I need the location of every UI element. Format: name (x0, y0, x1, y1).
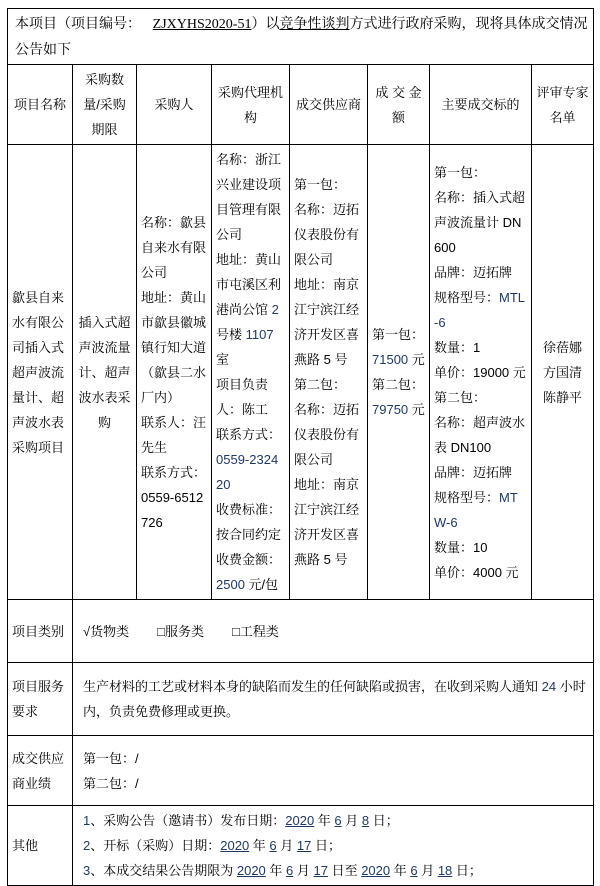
other-line1-t2: 年 (314, 813, 335, 828)
subject-pkg1-price-unit: 元 (509, 364, 526, 380)
other-line3-t4: 日至 (327, 863, 362, 878)
other-line3-t2: 年 (265, 863, 287, 878)
performance-pkg2: 第二包：/ (83, 775, 139, 791)
table-data-row (8, 145, 594, 600)
subject-pkg1-label: 第一包： (434, 164, 487, 180)
agency-fee-label: 收费金额： (216, 552, 282, 567)
agency-fee (216, 547, 285, 597)
subject-pkg1-spec (434, 285, 527, 335)
other-line-2 (83, 833, 589, 858)
category-label: 项目类别 (8, 600, 73, 663)
header-quantity: 采购数量/采购期限 (73, 65, 137, 145)
project-code: ZJXYHS2020-51 (152, 17, 252, 32)
other-line-3 (83, 858, 589, 883)
purchaser-phone-number: 0559-6512726 (141, 489, 204, 530)
subject-pkg1-price (434, 360, 527, 385)
subject-pkg1-brand: 品牌：迈拓牌 (434, 264, 513, 280)
cell-amount (368, 145, 430, 600)
supplier-pkg2-address: 地址：南京江宁滨江经济开发区喜燕路 5 号 (294, 477, 360, 567)
service-requirement-row (8, 663, 594, 736)
other-line2-no: 2 (83, 838, 91, 853)
other-line1-year: 2020 (285, 813, 315, 828)
other-line3-month2: 6 (410, 863, 418, 878)
subject-pkg2-price-unit: 元 (501, 564, 519, 580)
agency-fee-standard: 收费标准：按合同约定 (216, 502, 282, 542)
other-line-1 (83, 808, 589, 833)
subject-pkg1-model: DN600 (434, 214, 522, 255)
service-requirement-label: 项目服务要求 (8, 663, 73, 736)
header-agency: 采购代理机构 (212, 65, 290, 145)
subject-pkg2-price-value: 4000 (473, 564, 502, 580)
other-label: 其他 (8, 806, 73, 886)
agency-phone (216, 422, 285, 497)
expert-name: 方国清 (543, 364, 583, 380)
purchaser-contact: 联系人：汪先生 (141, 414, 207, 455)
agency-address (216, 247, 285, 372)
subject-pkg2-spec (434, 485, 527, 535)
other-line1-text: 、采购公告（邀请书）发布日期： (90, 813, 286, 828)
other-line3-text: 、本成交结果公告期限为 (90, 863, 237, 878)
subject-pkg1-name (434, 185, 527, 260)
subject-pkg1-price-label: 单价： (434, 364, 474, 380)
purchaser-phone (141, 460, 207, 535)
notice-suffix: 方式进行政府采购，现将具体成交情况公告如下 (15, 15, 588, 57)
other-line1-t3: 月 (341, 813, 362, 828)
cell-quantity: 插入式超声波流量计、超声波水表采购 (73, 145, 137, 600)
other-line3-t3: 月 (293, 863, 314, 878)
supplier-pkg1-label: 第一包： (294, 177, 347, 192)
subject-pkg2-qty (434, 535, 527, 560)
header-purchaser: 采购人 (137, 65, 212, 145)
subject-pkg1-price-value: 19000 (473, 364, 510, 380)
other-line2-day: 17 (296, 838, 312, 853)
checkbox-unchecked-icon: □ (232, 623, 240, 639)
agency-addr-part1: 地址：黄山市屯溪区利港尚公馆 (216, 252, 282, 317)
supplier-pkg2-name: 名称：迈拓仪表股份有限公司 (294, 402, 360, 467)
other-line3-t5: 年 (390, 863, 411, 878)
subject-pkg2-price (434, 560, 527, 585)
expert-name: 陈静平 (543, 389, 583, 405)
notice-text (8, 9, 594, 65)
performance-pkg1: 第一包：/ (83, 750, 139, 766)
other-line3-no: 3 (83, 863, 91, 878)
table-header-row (8, 65, 594, 145)
other-line2-t3: 月 (276, 838, 297, 853)
subject-pkg2-qty-value: 10 (473, 539, 488, 555)
amount-pkg1-unit: 元 (408, 352, 425, 367)
cell-purchaser (137, 145, 212, 600)
subject-pkg2-name (434, 410, 527, 460)
cell-subject (430, 145, 532, 600)
checkbox-checked-icon: √ (83, 623, 91, 639)
agency-phone-number: 0559-232420 (216, 452, 279, 492)
expert-name: 徐蓓娜 (543, 339, 583, 355)
category-goods-label: 货物类 (90, 623, 130, 639)
subject-pkg1-qty-label: 数量： (434, 339, 474, 355)
subject-pkg1-spec-value: MTL-6 (434, 289, 526, 330)
performance-content (73, 736, 594, 806)
other-line3-day1: 17 (313, 863, 328, 878)
amount-pkg2-label: 第二包： (372, 377, 425, 392)
agency-addr-part2: 号楼 (216, 327, 246, 342)
subject-pkg2-price-label: 单价： (434, 564, 474, 580)
agency-addr-number2: 1107 (245, 327, 274, 342)
agency-name: 名称：浙江兴业建设项目管理有限公司 (216, 152, 282, 242)
checkbox-unchecked-icon: □ (157, 623, 166, 639)
subject-pkg2-name-text: 名称：超声波水表 (434, 414, 526, 455)
cell-experts (532, 145, 594, 600)
header-project-name: 项目名称 (8, 65, 73, 145)
other-line2-t2: 年 (249, 838, 270, 853)
category-options (73, 600, 594, 663)
procurement-method: 竞争性谈判 (279, 15, 350, 31)
notice-prefix: 本项目（项目编号： (15, 15, 153, 31)
amount-pkg1-value: 71500 (372, 352, 409, 367)
amount-pkg1 (372, 347, 425, 372)
other-row (8, 806, 594, 886)
subject-pkg2-brand: 品牌：迈拓牌 (434, 464, 513, 480)
category-service-label: 服务类 (165, 623, 205, 639)
other-line2-text: 、开标（采购）日期： (90, 838, 221, 853)
subject-pkg2-spec-value: MTW-6 (434, 489, 518, 530)
other-line3-t7: 日； (452, 863, 482, 878)
cell-supplier (290, 145, 368, 600)
header-amount: 成 交 金额 (368, 65, 430, 145)
other-line3-year1: 2020 (236, 863, 266, 878)
notice-row (8, 9, 594, 65)
other-line1-day: 8 (361, 813, 370, 828)
amount-pkg2-unit: 元 (408, 402, 425, 417)
other-line3-year2: 2020 (361, 863, 391, 878)
header-experts: 评审专家名单 (532, 65, 594, 145)
other-line3-day2: 18 (437, 863, 453, 878)
other-line3-t6: 月 (417, 863, 438, 878)
amount-pkg2-value: 79750 (372, 402, 409, 417)
performance-label: 成交供应商业绩 (8, 736, 73, 806)
agency-addr-part3: 室 (216, 352, 230, 367)
subject-pkg2-label: 第二包： (434, 389, 487, 405)
agency-fee-unit: 元/包 (244, 577, 279, 592)
purchaser-name: 名称：歙县自来水有限公司 (141, 214, 207, 280)
service-req-hours: 24 (541, 679, 557, 694)
other-line2-month: 6 (269, 838, 277, 853)
other-line1-t4: 日； (369, 813, 399, 828)
agency-phone-label: 联系方式： (216, 427, 282, 442)
subject-pkg1-spec-label: 规格型号： (434, 289, 500, 305)
service-req-before: 生产材料的工艺或材料本身的缺陷而发生的任何缺陷或损害，在收到采购人通知 (83, 679, 542, 694)
header-subject: 主要成交标的 (430, 65, 532, 145)
amount-pkg1-label: 第一包： (372, 327, 425, 342)
subject-pkg1-qty (434, 335, 527, 360)
supplier-pkg2-label: 第二包： (294, 377, 347, 392)
other-line2-t4: 日； (311, 838, 341, 853)
amount-pkg2 (372, 397, 425, 422)
subject-pkg2-model: DN100 (450, 439, 492, 455)
service-req-after: 小时内，负责免费修理或更换。 (83, 679, 586, 719)
category-row (8, 600, 594, 663)
cell-project-name: 歙县自来水有限公司插入式超声波流量计、超声波水表采购项目 (8, 145, 73, 600)
service-requirement-text (73, 663, 594, 736)
other-line1-no: 1 (83, 813, 91, 828)
header-supplier: 成交供应商 (290, 65, 368, 145)
supplier-pkg1-name: 名称：迈拓仪表股份有限公司 (294, 202, 360, 267)
subject-pkg2-qty-label: 数量： (434, 539, 474, 555)
agency-manager: 项目负责人：陈工 (216, 377, 269, 417)
supplier-pkg1-address: 地址：南京江宁滨江经济开发区喜燕路 5 号 (294, 277, 360, 367)
notice-after-code: ）以 (251, 15, 280, 31)
purchaser-phone-label: 联系方式： (141, 464, 207, 480)
subject-pkg1-qty-value: 1 (473, 339, 481, 355)
procurement-result-table (7, 8, 594, 886)
other-line1-month: 6 (334, 813, 342, 828)
cell-agency (212, 145, 290, 600)
purchaser-address: 地址：黄山市歙县徽城镇行知大道（歙县二水厂内） (141, 289, 207, 405)
other-line3-month1: 6 (286, 863, 294, 878)
category-engineering-label: 工程类 (239, 623, 279, 639)
other-content (73, 806, 594, 886)
other-line2-year: 2020 (220, 838, 250, 853)
performance-row (8, 736, 594, 806)
subject-pkg2-spec-label: 规格型号： (434, 489, 500, 505)
agency-addr-number1: 2 (271, 302, 279, 317)
subject-pkg1-name-text: 名称：插入式超声波流量计 (434, 189, 526, 230)
agency-fee-amount: 2500 (216, 577, 245, 592)
